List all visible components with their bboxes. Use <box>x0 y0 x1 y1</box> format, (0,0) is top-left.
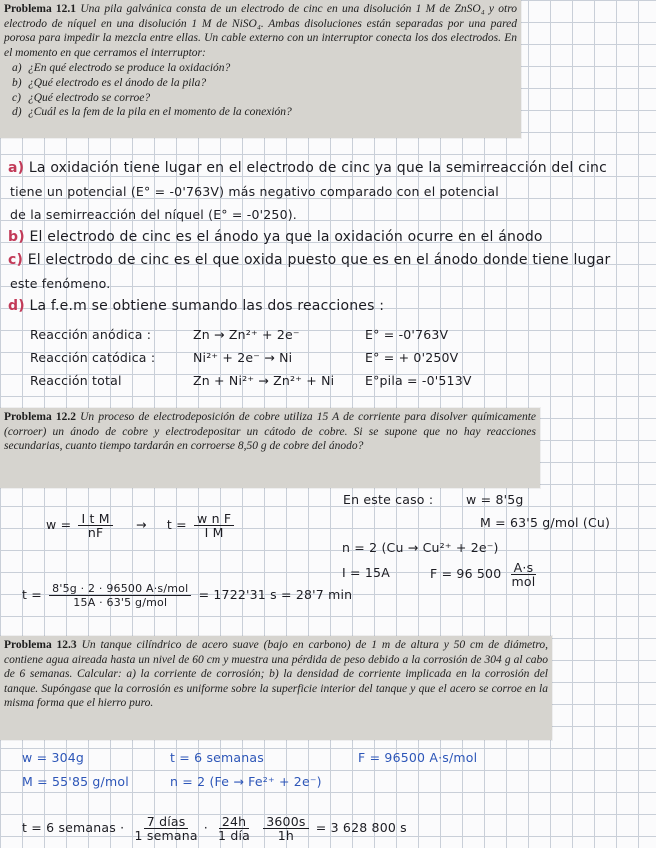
time-conversion: t = 6 semanas · $\frac{\text{7 días}}{\text{1 semana}}$ · $\frac{24h}{\text{1 día}}$ $\frac{3600s}{1h}$ = 3 628 800 s <box>22 814 407 843</box>
time-calculation: t = $\frac{\text{8'5g · 2 · 96500 A·s/mol}}{\text{15A · 63'5 g/mol}}$ = 1722'31 s = 28'7 min <box>22 582 353 609</box>
answer-a-line: a) La oxidación tiene lugar en el electrodo de cinc ya que la semirreacción del cinc <box>8 160 608 176</box>
electrons-value: n = 2 (Cu → Cu²⁺ + 2e⁻) <box>342 540 499 555</box>
mass-value: w = 304g <box>22 750 85 765</box>
reaction-potential: E° = + 0'250V <box>365 350 459 365</box>
problem-12-3 <box>0 636 552 740</box>
answer-c-line: este fenómeno. <box>10 276 111 291</box>
question-item: b) ¿Qué electrodo es el ánodo de la pila? <box>12 76 207 89</box>
answer-d-line: d) La f.e.m se obtiene sumando las dos reacciones : <box>8 298 385 314</box>
problem-12-1 <box>0 0 521 138</box>
current-value: I = 15A <box>342 565 390 580</box>
question-item: a) ¿En qué electrodo se produce la oxidación? <box>12 62 231 75</box>
answer-a-line: tiene un potencial (E° = -0'763V) más negativo comparado con el potencial <box>10 184 499 199</box>
problem-12-2 <box>0 408 540 488</box>
molar-mass-value: M = 55'85 g/mol <box>22 774 129 789</box>
problem-title: Problema 12.3 <box>4 639 77 651</box>
faraday-formula: w = $\frac{\text{I t M}}{nF}$ → t = $\frac{\text{w n F}}{\text{I M}}$ <box>46 512 237 539</box>
problem-statement: Un proceso de electrodeposición de cobre utiliza 15 A de corriente para disolver químicamente (corroer) un ánodo de cobre y electrodepositar un cátodo de cobre. Si se supone que no hay reacciones secundarias, cuanto tiempo tardarán en corroerse 8,50 g de cobre del ánodo? <box>4 411 537 453</box>
case-label: En este caso : <box>343 492 434 507</box>
reaction-potential: E°pila = -0'513V <box>365 373 472 388</box>
reaction-potential: E° = -0'763V <box>365 327 449 342</box>
faraday-constant: F = 96500 A·s/mol <box>358 750 478 765</box>
time-value: t = 6 semanas <box>170 750 264 765</box>
reaction-equation: Ni²⁺ + 2e⁻ → Ni <box>193 350 293 365</box>
answer-c-line: c) El electrodo de cinc es el que oxida puesto que es en el ánodo donde tiene lugar <box>8 252 611 268</box>
question-list <box>4 61 517 119</box>
answer-a-line: de la semirreacción del níquel (E° = -0'250). <box>10 207 297 222</box>
answer-b-line: b) El electrodo de cinc es el ánodo ya que la oxidación ocurre en el ánodo <box>8 229 543 245</box>
problem-statement: Un tanque cilíndrico de acero suave (bajo en carbono) de 1 m de altura y 50 cm de diámetro, contiene agua aireada hasta un nivel de 60 cm y muestra una pérdida de peso debido a la corrosión de 304 g al cabo de 6 semanas. Calcular: a) la corriente de corrosión; b) la densidad de corriente implicada en la corrosión del tanque. Supóngase que la corrosión es uniforme sobre la superficie interior del tanque y que el acero se corroe en la misma forma que el hierro puro. <box>4 639 549 710</box>
reaction-equation: Zn + Ni²⁺ → Zn²⁺ + Ni <box>193 373 335 388</box>
problem-statement: Una pila galvánica consta de un electrodo de cinc en una disolución 1 M de ZnSO₄ y otro electrodo de níquel en una disolución 1 M de NiSO₄. Ambas disoluciones están separadas por una pared porosa para impedir la mezcla entre ellas. Un cable externo con un interruptor conecta los dos electrodos. En el momento en que cerramos el interruptor: <box>4 3 518 59</box>
electrons-value: n = 2 (Fe → Fe²⁺ + 2e⁻) <box>170 774 322 789</box>
mass-value: w = 8'5g <box>466 492 524 507</box>
faraday-constant: F = 96 500 $\frac{A\cdot s}{\text{mol}}$ <box>430 560 536 589</box>
reaction-equation: Zn → Zn²⁺ + 2e⁻ <box>193 327 300 342</box>
question-item: c) ¿Qué electrodo se corroe? <box>12 91 151 104</box>
molar-mass-value: M = 63'5 g/mol (Cu) <box>480 515 611 530</box>
problem-title: Problema 12.2 <box>4 411 76 423</box>
reaction-label: Reacción catódica : <box>30 350 156 365</box>
question-item: d) ¿Cuál es la fem de la pila en el momento de la conexión? <box>12 106 292 119</box>
reaction-label: Reacción total <box>30 373 122 388</box>
reaction-label: Reacción anódica : <box>30 327 152 342</box>
problem-title: Problema 12.1 <box>4 3 77 15</box>
